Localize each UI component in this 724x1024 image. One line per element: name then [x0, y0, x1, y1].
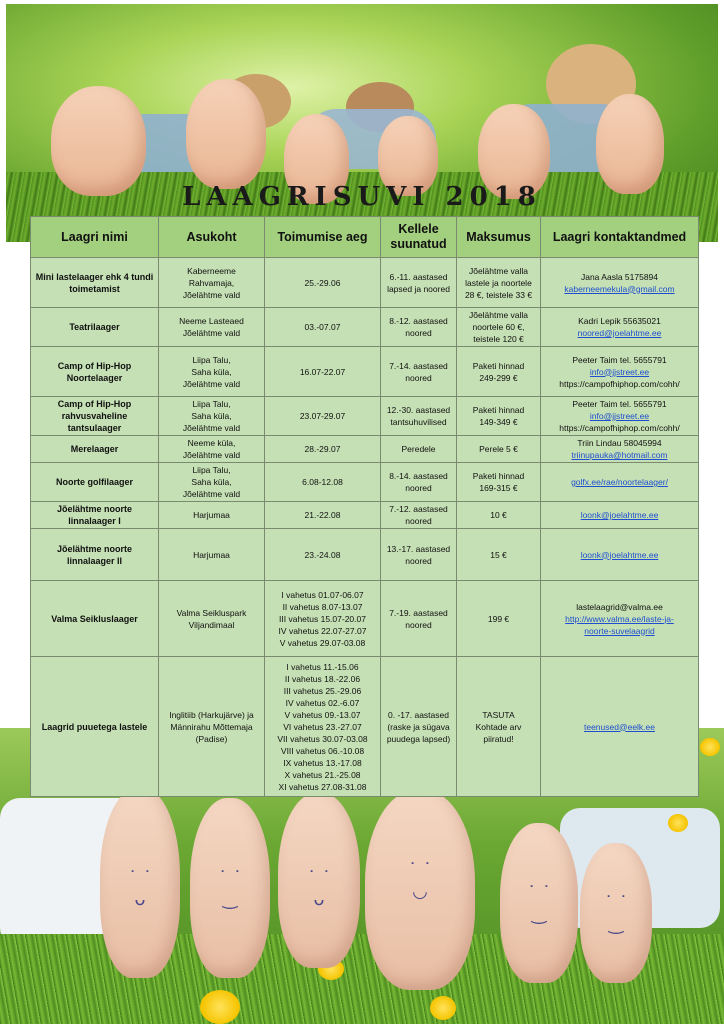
camp-name: Laagrid puuetega lastele [31, 657, 159, 797]
camp-contact [541, 657, 699, 797]
camp-location [159, 347, 265, 397]
camp-dates-line: 6.08-12.08 [302, 477, 343, 487]
table-row [31, 581, 699, 657]
contact-text: Triin Lindau 58045994 [577, 438, 662, 448]
camp-location-line: Valma Seikluspark [176, 607, 247, 618]
contact-link[interactable]: noored@joelahtme.ee [577, 328, 662, 338]
camp-target-group-line: noored [405, 555, 432, 566]
camp-dates-line: 21.-22.08 [304, 510, 341, 520]
camp-dates-line: I vahetus 01.07-06.07 [281, 589, 364, 600]
contact-link[interactable]: loonk@joelahtme.ee [580, 510, 659, 520]
camp-location-line: Jõelähtme vald [182, 489, 241, 499]
camp-price-line: Jõelähtme valla [468, 265, 529, 276]
camp-price [457, 502, 541, 529]
camp-target-group-line: 12.-30. aastased [386, 405, 451, 415]
drawn-face: ˙ ˙ ᴗ [307, 868, 331, 910]
camp-target-group-line: noored [405, 516, 432, 526]
camp-price-line: Paketi hinnad [472, 360, 525, 371]
camp-price [457, 581, 541, 657]
camp-location-line: Saha küla, [191, 477, 232, 487]
contact-link[interactable]: triinupauka@hotmail.com [571, 450, 668, 460]
dandelion [668, 814, 688, 832]
camp-dates-line: V vahetus 29.07-03.08 [279, 637, 366, 648]
camp-price [457, 258, 541, 308]
camp-dates [265, 657, 381, 797]
camp-dates-line: 28.-29.07 [304, 444, 341, 454]
camp-target-group-line: noored [405, 372, 432, 383]
camp-dates-line: V vahetus 09.-13.07 [284, 709, 361, 720]
camp-target-group-line: 7.-14. aastased [389, 360, 448, 371]
camp-dates [265, 502, 381, 529]
camp-target-group-line: noored [405, 328, 432, 338]
camp-target-group [381, 529, 457, 581]
camp-target-group [381, 581, 457, 657]
camp-dates-line: II vahetus 8.07-13.07 [282, 601, 363, 612]
camp-location [159, 529, 265, 581]
drawn-face: ˙ ˙ ‿ [604, 893, 628, 935]
camp-target-group [381, 347, 457, 397]
camp-target-group-line: 7.-12. aastased [389, 504, 448, 514]
smiley-foot [100, 788, 180, 978]
camp-location-line: Saha küla, [191, 366, 232, 377]
contact-text: lastelaagrid@valma.ee [576, 601, 663, 612]
camps-table [30, 216, 699, 797]
camp-dates-line: II vahetus 18.-22.06 [284, 673, 361, 684]
camp-location-line: Jõelähtme vald [182, 423, 241, 433]
camp-price [457, 529, 541, 581]
table-row [31, 397, 699, 436]
header-dates: Toimumise aeg [265, 217, 381, 258]
contact-link[interactable]: info@jjstreet.ee [589, 366, 650, 377]
header-location: Asukoht [159, 217, 265, 258]
smiley-foot [278, 793, 360, 968]
table-row [31, 502, 699, 529]
camp-location-line: Männirahu Mõttemaja [170, 721, 253, 732]
smiley-foot [190, 798, 270, 978]
camp-price-line: 149-349 € [479, 417, 518, 427]
camp-price-line: 169-315 € [479, 483, 518, 493]
camp-name: Teatrilaager [31, 308, 159, 347]
contact-link[interactable]: teenused@eelk.ee [583, 721, 655, 732]
camp-location-line: Liipa Talu, [192, 465, 231, 475]
dandelion [430, 996, 456, 1020]
table-body [31, 258, 699, 797]
camp-target-group-line: 13.-17. aastased [386, 543, 451, 554]
camp-dates-line: IX vahetus 13.-17.08 [283, 757, 362, 768]
table-row [31, 657, 699, 797]
camp-price-line: Kohtade arv [475, 721, 522, 732]
page-title: LAAGRISUVI 2018 [182, 182, 542, 212]
drawn-face: ˙ ˙ ᴗ [128, 868, 152, 910]
camp-target-group [381, 657, 457, 797]
camp-target-group-line: 6.-11. aastased [389, 271, 448, 282]
header-contact: Laagri kontaktandmed [541, 217, 699, 258]
camp-target-group [381, 397, 457, 436]
camp-contact [541, 463, 699, 502]
camp-location-line: Liipa Talu, [192, 399, 231, 409]
camp-contact [541, 581, 699, 657]
camp-contact [541, 308, 699, 347]
camp-name: Merelaager [31, 436, 159, 463]
camp-location-line: Neeme Lasteaed [179, 316, 244, 326]
camp-price-line: Paketi hinnad [472, 471, 525, 481]
camp-location [159, 581, 265, 657]
camp-price-line: 199 € [487, 613, 510, 624]
camp-name: Jõelähtme noorte linnalaager I [31, 502, 159, 529]
camp-dates-line: VI vahetus 23.-27.07 [283, 721, 362, 732]
camp-target-group [381, 463, 457, 502]
camp-location [159, 657, 265, 797]
camp-dates [265, 436, 381, 463]
camp-target-group-line: 8.-14. aastased [389, 471, 448, 481]
camp-name: Valma Seikluslaager [31, 581, 159, 657]
camp-location-line: Jõelähtme vald [182, 378, 241, 389]
table-row [31, 436, 699, 463]
camp-price-line: 10 € [490, 510, 507, 520]
camp-dates-line: III vahetus 25.-29.06 [283, 685, 362, 696]
camp-name: Jõelähtme noorte linnalaager II [31, 529, 159, 581]
camp-location-line: Jõelähtme vald [182, 328, 241, 338]
camps-table-container [30, 216, 698, 797]
camp-price [457, 397, 541, 436]
camp-location [159, 436, 265, 463]
camp-location-line: Neeme küla, [187, 438, 236, 448]
camp-dates [265, 581, 381, 657]
camp-location-line: Kaberneeme [187, 265, 236, 276]
foot [51, 86, 146, 196]
camp-contact [541, 397, 699, 436]
camp-dates [265, 529, 381, 581]
camp-location-line: Saha küla, [191, 411, 232, 421]
drawn-face: ˙ ˙ ◡ [408, 860, 432, 902]
contact-link[interactable]: kaberneemekula@gmail.com [564, 283, 675, 294]
camp-contact [541, 347, 699, 397]
camp-contact [541, 529, 699, 581]
camp-price-line: lastele ja noortele [465, 277, 532, 288]
table-row [31, 463, 699, 502]
camp-location [159, 397, 265, 436]
camp-dates-line: I vahetus 11.-15.06 [286, 661, 359, 672]
camp-location [159, 308, 265, 347]
camp-dates-line: III vahetus 15.07-20.07 [279, 613, 366, 624]
camp-price-line: Perele 5 € [479, 444, 518, 454]
camp-target-group-line: puudega lapsed) [386, 733, 451, 744]
camp-dates-line: 03.-07.07 [304, 322, 341, 332]
header-target-group: Kellele suunatud [381, 217, 457, 258]
camp-dates [265, 347, 381, 397]
drawn-face: ˙ ˙ ‿ [527, 883, 551, 925]
table-row [31, 529, 699, 581]
camp-dates [265, 258, 381, 308]
camp-price-line: 249-299 € [479, 372, 518, 383]
camp-target-group-line: Peredele [401, 444, 436, 454]
header-camp-name: Laagri nimi [31, 217, 159, 258]
camp-dates [265, 308, 381, 347]
contact-link[interactable]: noorte-suvelaagrid [584, 625, 655, 636]
camp-dates-line: VII vahetus 30.07-03.08 [277, 733, 368, 744]
camp-target-group-line: 8.-12. aastased [389, 316, 448, 326]
camp-dates-line: IV vahetus 02.-6.07 [285, 697, 360, 708]
camp-target-group [381, 436, 457, 463]
camp-contact [541, 502, 699, 529]
table-row [31, 258, 699, 308]
camp-price [457, 657, 541, 797]
camp-location [159, 258, 265, 308]
camp-location [159, 502, 265, 529]
contact-text: Peeter Taim tel. 5655791 [572, 399, 667, 409]
camp-target-group [381, 502, 457, 529]
camp-target-group [381, 308, 457, 347]
camp-dates-line: 25.-29.06 [304, 277, 341, 288]
camp-dates [265, 463, 381, 502]
camp-contact [541, 258, 699, 308]
camp-target-group-line: 7.-19. aastased [389, 607, 448, 618]
camp-target-group-line: (raske ja sügava [387, 721, 450, 732]
camp-price-line: Paketi hinnad [472, 405, 525, 415]
contact-link[interactable]: golfx.ee/rae/noortelaager/ [571, 477, 668, 487]
camp-dates-line: 23.-24.08 [304, 549, 341, 560]
camp-price [457, 463, 541, 502]
camp-target-group-line: lapsed ja noored [387, 283, 450, 294]
camp-target-group-line: noored [405, 483, 432, 493]
camp-location [159, 463, 265, 502]
camp-price-line: 28 €, teistele 33 € [464, 289, 533, 300]
contact-text: Peeter Taim tel. 5655791 [572, 354, 667, 365]
camp-location-line: Harjumaa [193, 510, 230, 520]
smiley-foot [500, 823, 578, 983]
smiley-foot [365, 790, 475, 990]
camp-dates-line: 16.07-22.07 [299, 366, 346, 377]
camp-price [457, 308, 541, 347]
contact-text: Kadri Lepik 55635021 [578, 316, 661, 326]
dandelion [200, 990, 240, 1024]
smiley-foot [580, 843, 652, 983]
camp-name: Camp of Hip-Hop Noortelaager [31, 347, 159, 397]
camp-target-group-line: tantsuhuvilised [390, 417, 447, 427]
camp-location-line: Liipa Talu, [192, 354, 231, 365]
camp-location-line: Rahvamaja, [188, 277, 235, 288]
camp-location-line: Jõelähtme vald [182, 450, 241, 460]
camp-contact [541, 436, 699, 463]
camp-price-line: noortele 60 €, [472, 322, 525, 332]
camp-price [457, 347, 541, 397]
contact-link[interactable]: http://www.valma.ee/laste-ja- [565, 613, 674, 624]
foot [596, 94, 664, 194]
camp-price-line: Jõelähtme valla [468, 310, 529, 320]
contact-text: https://campofhiphop.com/cohh/ [559, 423, 680, 433]
foot [186, 79, 266, 189]
table-row [31, 347, 699, 397]
camp-target-group-line: noored [405, 619, 432, 630]
camp-dates-line: X vahetus 21.-25.08 [284, 769, 361, 780]
camp-location-line: Harjumaa [193, 549, 230, 560]
camp-price-line: teistele 120 € [473, 334, 524, 344]
contact-link[interactable]: loonk@joelahtme.ee [580, 549, 659, 560]
contact-text: https://campofhiphop.com/cohh/ [559, 378, 680, 389]
camp-target-group [381, 258, 457, 308]
camp-dates-line: 23.07-29.07 [299, 411, 346, 421]
camp-dates-line: VIII vahetus 06.-10.08 [280, 745, 365, 756]
camp-location-line: (Padise) [195, 733, 228, 744]
camp-location-line: Jõelähtme vald [182, 289, 241, 300]
camp-location-line: Viljandimaal [188, 619, 235, 630]
contact-link[interactable]: info@jjstreet.ee [589, 411, 650, 421]
dandelion [700, 738, 720, 756]
camp-name: Noorte golfilaager [31, 463, 159, 502]
table-row [31, 308, 699, 347]
camp-name: Camp of Hip-Hop rahvusvaheline tantsulaager [31, 397, 159, 436]
camp-price-line: piiratud! [483, 733, 514, 744]
camp-price-line: TASUTA [482, 709, 515, 720]
camp-location-line: Inglitiib (Harkujärve) ja [169, 709, 254, 720]
camp-name: Mini lastelaager ehk 4 tundi toimetamist [31, 258, 159, 308]
camp-target-group-line: 0. -17. aastased [388, 709, 449, 720]
camp-price [457, 436, 541, 463]
contact-text: Jana Aasla 5175894 [580, 271, 659, 282]
drawn-face: ˙ ˙ ‿ [218, 868, 242, 910]
camp-price-line: 15 € [490, 549, 507, 560]
header-price: Maksumus [457, 217, 541, 258]
camp-dates [265, 397, 381, 436]
table-header-row [31, 217, 699, 258]
camp-dates-line: IV vahetus 22.07-27.07 [278, 625, 367, 636]
camp-dates-line: XI vahetus 27.08-31.08 [278, 781, 367, 792]
